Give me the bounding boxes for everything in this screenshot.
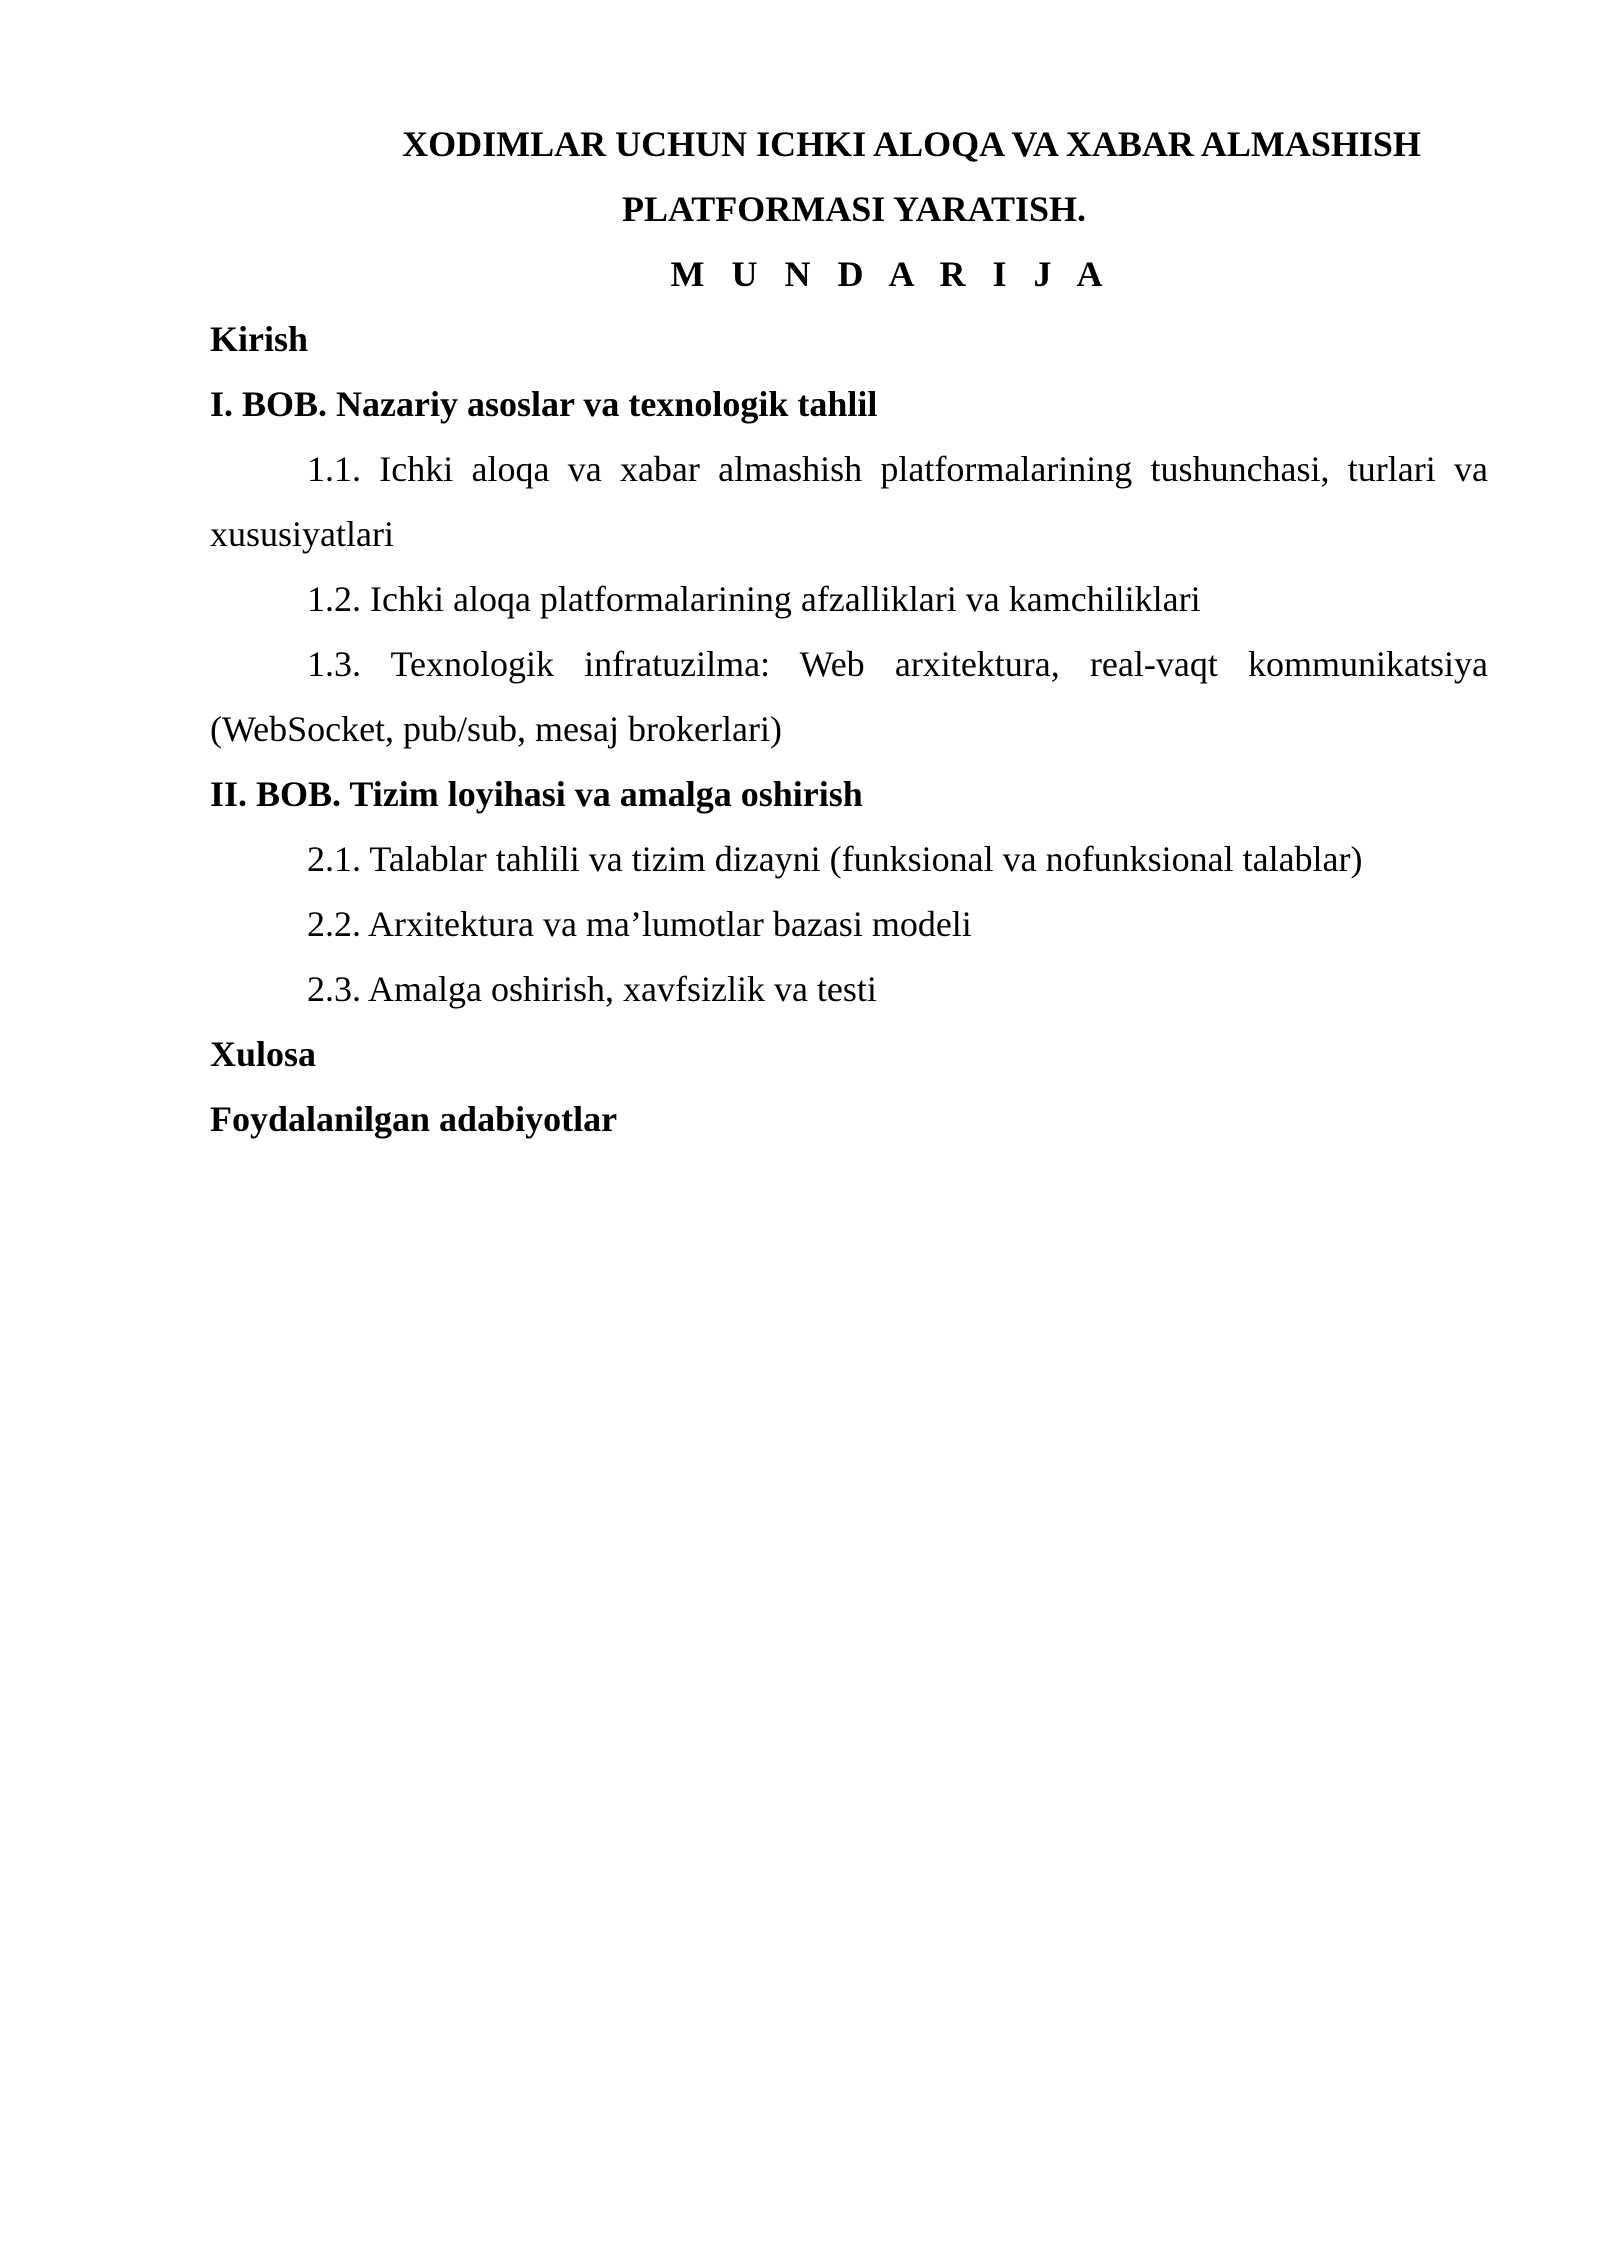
page-content [210,112,1488,1152]
toc-section-2-3: 2.3. Amalga oshirish, xavfsizlik va testi [307,969,877,1009]
toc-section-1-2: 1.2. Ichki aloqa platformalarining afzalliklari va kamchiliklari [307,579,1201,619]
toc-section-2-2: 2.2. Arxitektura va ma’lumotlar bazasi modeli [307,904,972,944]
document-title-line-2: PLATFORMASI YARATISH. [621,189,1087,229]
contents-heading: M U N D A R I J A [670,254,1112,294]
document-title-line-1: XODIMLAR UCHUN ICHKI ALOQA VA XABAR ALMASHISH [402,124,1421,164]
toc-section-1-1-continuation: xususiyatlari [210,514,394,554]
toc-references: Foydalanilgan adabiyotlar [210,1099,618,1139]
toc-section-2-1: 2.1. Talablar tahlili va tizim dizayni (funksional va nofunksional talablar) [307,839,1363,879]
toc-section-1-3-continuation: (WebSocket, pub/sub, mesaj brokerlari) [210,709,782,749]
toc-conclusion: Xulosa [210,1034,317,1074]
toc-intro: Kirish [210,319,309,359]
toc-chapter-1-heading: I. BOB. Nazariy asoslar va texnologik tahlil [210,384,878,424]
toc-section-1-3: 1.3. Texnologik infratuzilma: Web arxitektura, real-vaqt kommunikatsiya [307,644,1488,684]
toc-section-1-1: 1.1. Ichki aloqa va xabar almashish platformalarining tushunchasi, turlari va [307,449,1488,489]
toc-chapter-2-heading: II. BOB. Tizim loyihasi va amalga oshirish [210,774,863,814]
